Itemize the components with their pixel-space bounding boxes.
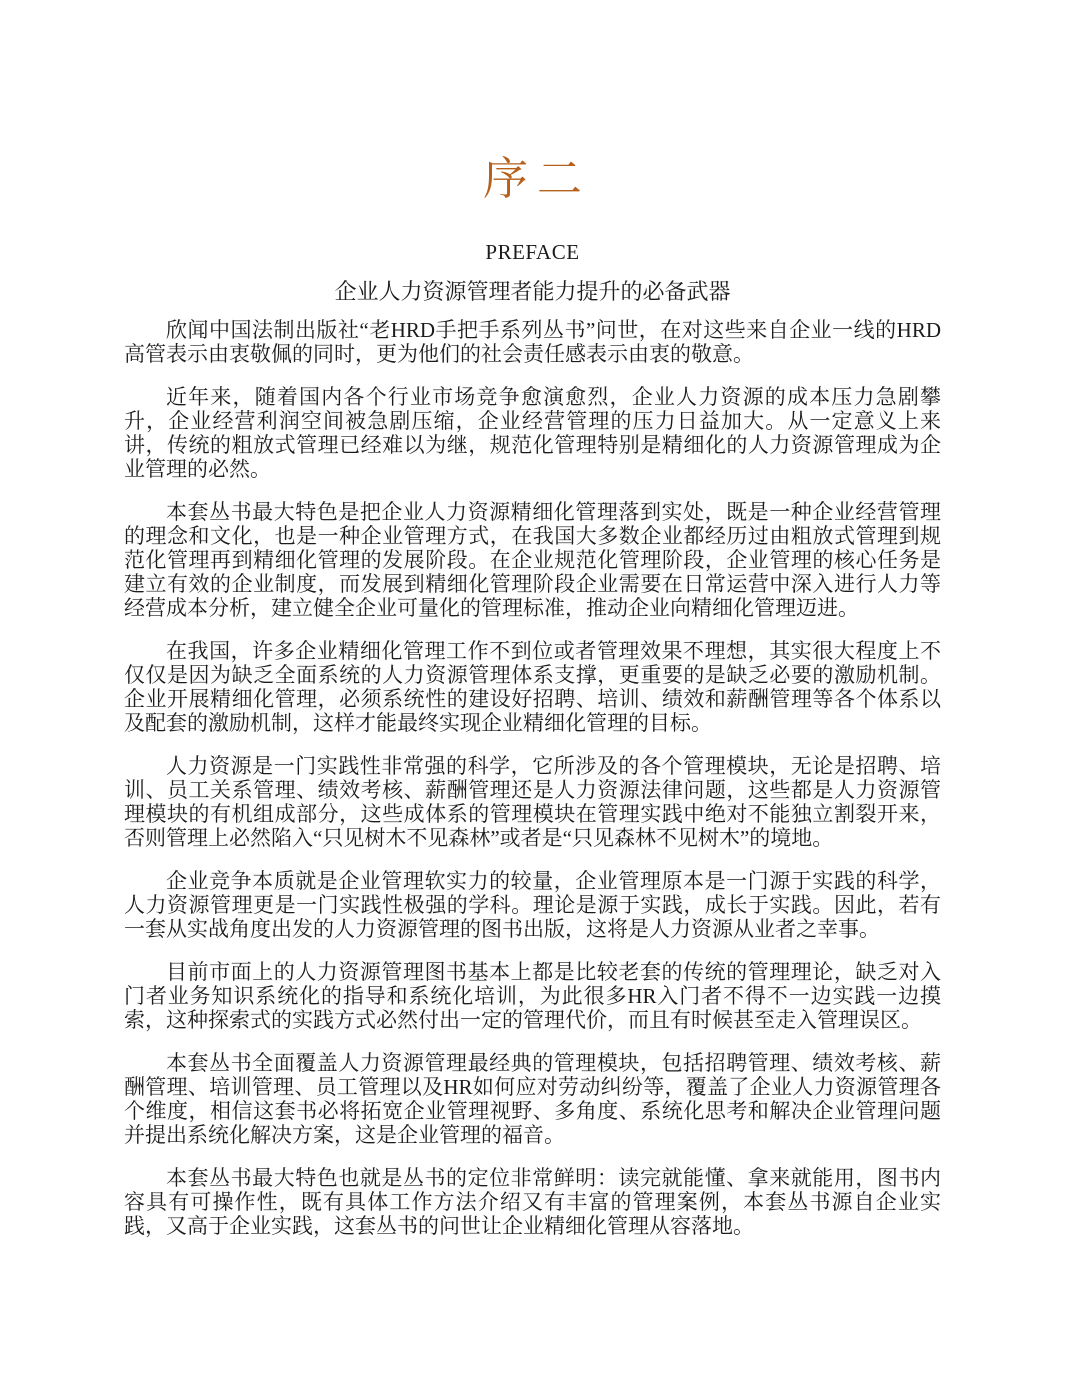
- body-paragraph: 欣闻中国法制出版社“老HRD手把手系列丛书”问世，在对这些来自企业一线的HRD高管表示由衷敬佩的同时，更为他们的社会责任感表示由衷的敬意。: [124, 318, 941, 366]
- body-paragraph: 企业竞争本质就是企业管理软实力的较量，企业管理原本是一门源于实践的科学，人力资源管理更是一门实践性极强的学科。理论是源于实践，成长于实践。因此，若有一套从实战角度出发的人力资源管理的图书出版，这将是人力资源从业者之幸事。: [124, 869, 941, 941]
- page-subtitle: 企业人力资源管理者能力提升的必备武器: [334, 279, 731, 304]
- paragraphs-container: [124, 318, 941, 1238]
- body-paragraph: 目前市面上的人力资源管理图书基本上都是比较老套的传统的管理理论，缺乏对入门者业务知识系统化的指导和系统化培训，为此很多HR入门者不得不一边实践一边摸索，这种探索式的实践方式必然付出一定的管理代价，而且有时候甚至走入管理误区。: [124, 960, 941, 1032]
- body-paragraph: 在我国，许多企业精细化管理工作不到位或者管理效果不理想，其实很大程度上不仅仅是因为缺乏全面系统的人力资源管理体系支撑，更重要的是缺乏必要的激励机制。企业开展精细化管理，必须系统性的建设好招聘、培训、绩效和薪酬管理等各个体系以及配套的激励机制，这样才能最终实现企业精细化管理的目标。: [124, 639, 941, 735]
- body-paragraph: 本套丛书全面覆盖人力资源管理最经典的管理模块，包括招聘管理、绩效考核、薪酬管理、培训管理、员工管理以及HR如何应对劳动纠纷等，覆盖了企业人力资源管理各个维度，相信这套书必将拓宽企业管理视野、多角度、系统化思考和解决企业管理问题并提出系统化解决方案，这是企业管理的福音。: [124, 1051, 941, 1147]
- body-paragraph: 本套丛书最大特色是把企业人力资源精细化管理落到实处，既是一种企业经营管理的理念和文化，也是一种企业管理方式，在我国大多数企业都经历过由粗放式管理到规范化管理再到精细化管理的发展阶段。在企业规范化管理阶段，企业管理的核心任务是建立有效的企业制度，而发展到精细化管理阶段企业需要在日常运营中深入进行人力等经营成本分析，建立健全企业可量化的管理标准，推动企业向精细化管理迈进。: [124, 500, 941, 620]
- body-paragraph: 人力资源是一门实践性非常强的科学，它所涉及的各个管理模块，无论是招聘、培训、员工关系管理、绩效考核、薪酬管理还是人力资源法律问题，这些都是人力资源管理模块的有机组成部分，这些成体系的管理模块在管理实践中绝对不能独立割裂开来，否则管理上必然陷入“只见树木不见森林”或者是“只见森林不见树木”的境地。: [124, 754, 941, 850]
- body-paragraph: 本套丛书最大特色也就是丛书的定位非常鲜明：读完就能懂、拿来就能用，图书内容具有可操作性，既有具体工作方法介绍又有丰富的管理案例，本套丛书源自企业实践，又高于企业实践，这套丛书的问世让企业精细化管理从容落地。: [124, 1166, 941, 1238]
- preface-label: PREFACE: [485, 240, 580, 264]
- body-paragraph: 近年来，随着国内各个行业市场竞争愈演愈烈，企业人力资源的成本压力急剧攀升，企业经营利润空间被急剧压缩，企业经营管理的压力日益加大。从一定意义上来讲，传统的粗放式管理已经难以为继，规范化管理特别是精细化的人力资源管理成为企业管理的必然。: [124, 385, 941, 481]
- page-title: 序二: [482, 154, 591, 204]
